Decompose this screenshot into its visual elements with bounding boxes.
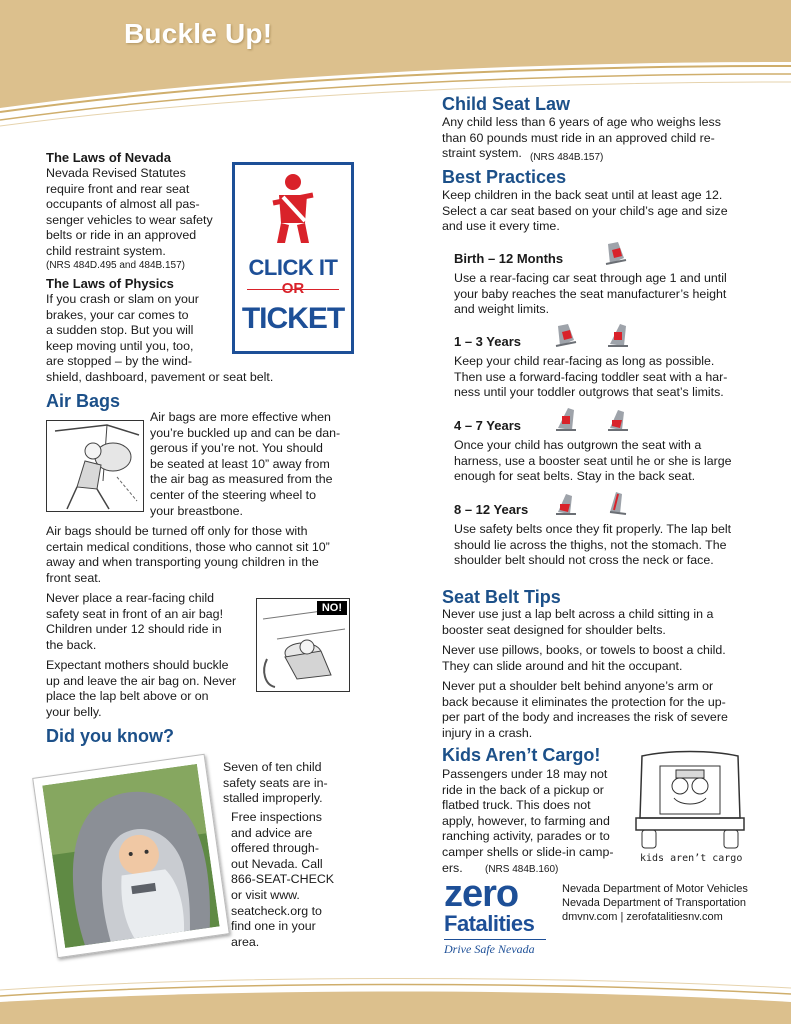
no-badge: NO!	[317, 601, 347, 615]
stage-belt-text: Use safety belts once they fit properly. The lap belt should lie across the thighs, not the stomach. The shoulder belt should not cross the neck or face.	[454, 522, 732, 568]
header-band	[0, 0, 791, 130]
ticket-text: TICKET	[241, 302, 345, 335]
seat-belt-tips-p3: Never put a shoulder belt behind anyone’s arm or back because it eliminates the protection for the up- per part of the body and increases the risk of severe injury in a crash.	[442, 679, 728, 740]
laws-nevada-citation: (NRS 484D.495 and 484B.157)	[46, 260, 185, 271]
click-it-or-ticket-logo	[232, 162, 354, 354]
kids-cargo-caption: kids aren’t cargo	[640, 853, 743, 864]
page-title: Buckle Up!	[124, 18, 273, 49]
did-you-know-p1: Seven of ten child safety seats are in- stalled improperly.	[223, 760, 328, 806]
logo-tagline: Drive Safe Nevada	[444, 942, 535, 956]
air-bag-illustration	[46, 420, 144, 512]
or-text: OR	[281, 280, 305, 297]
air-bags-p2: Air bags should be turned off only for those with certain medical conditions, those who cannot sit 10” away and when transporting young children in the front seat.	[46, 524, 330, 585]
zero-logo-text: zero	[444, 873, 519, 915]
booster-seat-icon	[604, 406, 630, 434]
did-you-know-p2: Free inspections and advice are offered through- out Nevada. Call 866-SEAT-CHECK or visit www. seatcheck.org to find one in your area.	[231, 810, 335, 949]
seatbelt-person-icon	[265, 173, 321, 245]
air-bags-heading: Air Bags	[46, 391, 121, 411]
laws-nevada-body: Nevada Revised Statutes require front and rear seat occupants of almost all pas- senger vehicles to wear safety belts or ride in an approved child restraint system.	[46, 166, 213, 258]
forward-facing-seat-icon-2	[552, 406, 578, 434]
kids-cargo-body: Passengers under 18 may not ride in the back of a pickup or flatbed truck. This does not apply, however, to farming and ranching activity, parades or to camper shells or slide-in camp- ers.	[442, 767, 614, 875]
footer-dmv: Nevada Department of Motor Vehicles	[562, 883, 748, 895]
child-seat-law-body: Any child less than 6 years of age who weighs less than 60 pounds must ride in an approved child re- straint system.	[442, 115, 721, 161]
stage-toddler-text: Keep your child rear-facing as long as possible. Then use a forward-facing toddler seat with a har- ness until your toddler outgrows that seat’s limits.	[454, 354, 728, 400]
footer-band	[0, 968, 791, 1024]
seat-belt-tips-p2: Never use pillows, books, or towels to boost a child. They can slide around and hit the occupant.	[442, 643, 726, 673]
stage-birth-label: Birth – 12 Months	[454, 251, 564, 266]
best-practices-intro: Keep children in the back seat until at least age 12. Select a car seat based on your child’s age and size and use it every time.	[442, 188, 728, 234]
air-bags-p3: Never place a rear-facing child safety seat in front of an air bag! Children under 12 should ride in the back.	[46, 591, 224, 652]
stage-booster-label: 4 – 7 Years	[454, 418, 521, 433]
click-it-text: CLICK IT	[248, 255, 338, 280]
footer-ndot: Nevada Department of Transportation	[562, 897, 747, 909]
stage-birth-text: Use a rear-facing car seat through age 1 and until your baby reaches the seat manufacturer’s height and weight limits.	[454, 271, 727, 317]
air-bags-p4: Expectant mothers should buckle up and leave the air bag on. Never place the lap belt above or on your belly.	[46, 658, 237, 719]
rear-facing-seat-icon-2	[552, 322, 578, 350]
seat-belt-tips-p1: Never use just a lap belt across a child sitting in a booster seat designed for shoulder belts.	[442, 607, 714, 637]
stage-booster-text: Once your child has outgrown the seat with a harness, use a booster seat until he or she is large enough for seat belts. Stay in the back seat.	[454, 438, 732, 484]
best-practices-heading: Best Practices	[442, 167, 567, 187]
stage-belt-label: 8 – 12 Years	[454, 502, 529, 517]
rear-facing-seat-icon	[602, 240, 628, 268]
forward-facing-seat-icon	[604, 322, 630, 350]
child-seat-law-citation: (NRS 484B.157)	[530, 152, 604, 163]
vehicle-seat-icon	[604, 490, 630, 518]
booster-seat-icon-2	[552, 490, 578, 518]
laws-physics-heading: The Laws of Physics	[46, 276, 174, 291]
truck-cargo-illustration	[630, 746, 750, 850]
logo-divider	[444, 939, 546, 940]
child-seat-photo	[32, 754, 230, 958]
baby-car-seat-image	[42, 764, 219, 948]
air-bags-p1: Air bags are more effective when you’re buckled up and can be dan- gerous if you’re not. You should be seated at least 10” away from the air bag as measured from the center of the steering wheel to your breastbone.	[150, 410, 341, 518]
kids-cargo-citation: (NRS 484B.160)	[485, 864, 559, 875]
footer-websites: dmvnv.com | zerofatalitiesnv.com	[562, 911, 723, 923]
seat-belt-tips-heading: Seat Belt Tips	[442, 587, 561, 607]
fatalities-logo-text: Fatalities	[444, 911, 535, 936]
laws-physics-body: If you crash or slam on your brakes, your car comes to a sudden stop. But you will keep moving until you, too, are stopped – by the wind-	[46, 292, 199, 369]
no-airbag-illustration	[256, 598, 350, 692]
did-you-know-heading: Did you know?	[46, 726, 174, 746]
laws-nevada-heading: The Laws of Nevada	[46, 150, 171, 165]
kids-cargo-heading: Kids Aren’t Cargo!	[442, 745, 601, 765]
laws-physics-body-end: shield, dashboard, pavement or seat belt.	[46, 370, 274, 384]
stage-toddler-label: 1 – 3 Years	[454, 334, 521, 349]
child-seat-law-heading: Child Seat Law	[442, 94, 571, 114]
